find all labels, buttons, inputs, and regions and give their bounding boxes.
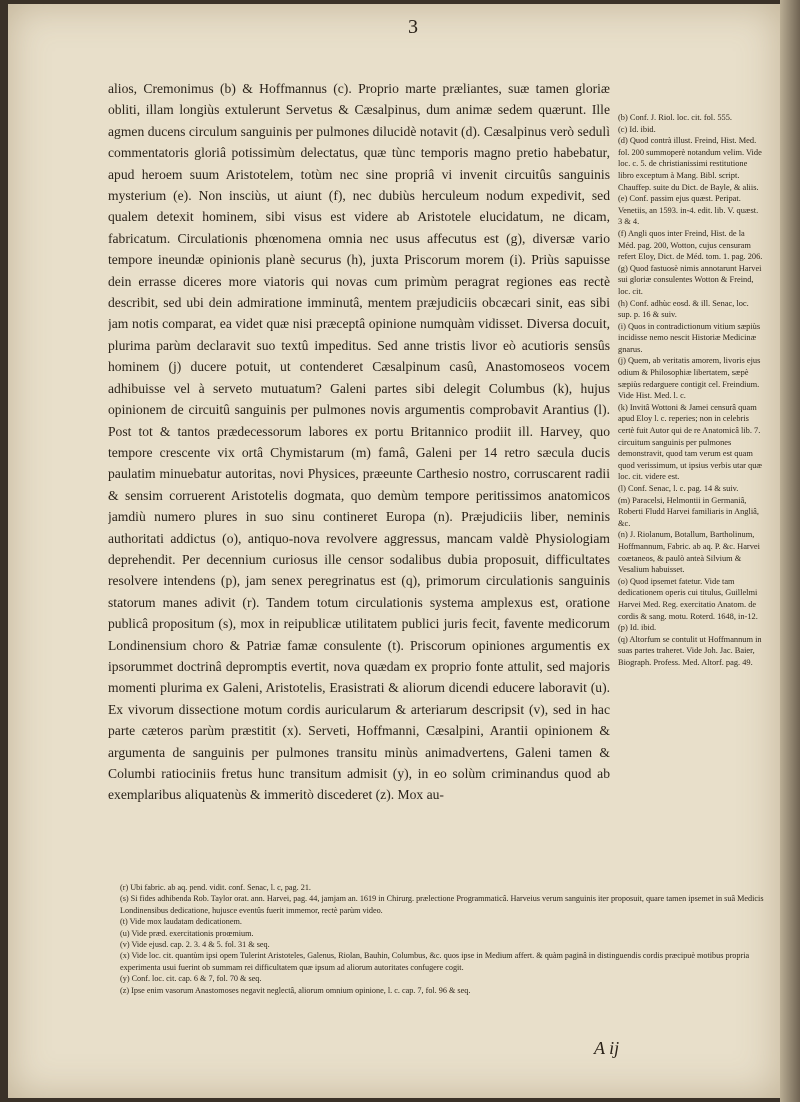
footnotes <box>120 882 766 996</box>
side-note: (d) Quod contrà illust. Freind, Hist. Med. fol. 200 summoperè notandum velim. Vide loc. c. 5. de christianissimi restitutione libro exceptum à Mang. Bibl. script. Chauffep. suite du Dict. de Bayle, & aliis. <box>618 136 762 192</box>
side-note: (f) Angli quos inter Freind, Hist. de la Méd. pag. 200, Wotton, cujus censuram refert Eloy, Dict. de Méd. tom. 1. pag. 206. <box>618 228 763 262</box>
side-note: (c) Id. ibid. <box>618 124 656 134</box>
footnote: (z) Ipse enim vasorum Anastomoses negavit neglectâ, aliorum omnium opinione, l. c. cap. 7, fol. 96 & seq. <box>120 985 471 995</box>
page-edge <box>780 0 800 1102</box>
side-note: (n) J. Riolanum, Botallum, Bartholinum, Hoffmannum, Fabric. ab aq. P. &c. Harvei coætaneos, & paulò anteà Silvium & Vesalium habuisset. <box>618 530 760 575</box>
footnote: (u) Vide præd. exercitationis proœmium. <box>120 928 254 938</box>
side-note: (e) Conf. passim ejus quæst. Peripat. Venetiis, an 1593. in-4. edit. lib. V. quæst. 3 & 4. <box>618 194 759 227</box>
signature-mark: A ij <box>594 1038 620 1058</box>
main-text-column <box>108 78 610 878</box>
side-note: (h) Conf. adhùc eosd. & ill. Senac, loc. sup. p. 16 & suiv. <box>618 298 749 320</box>
side-note: (o) Quod ipsemet fatetur. Vide tam dedicationem operis cui titulus, Guillelmi Harvei Med. Reg. exercitatio Anatom. de cordis & sang. motu. Roterd. 1648, in-12. <box>618 576 758 621</box>
footnote: (v) Vide ejusd. cap. 2. 3. 4 & 5. fol. 31 & seq. <box>120 940 270 950</box>
side-note: (p) Id. ibid. <box>618 623 657 633</box>
side-note: (m) Paracelsi, Helmontii in Germaniâ, Roberti Fludd Harvei familiaris in Angliâ, &c. <box>618 495 759 528</box>
side-note: (k) Invitâ Wottoni & Jamei censurâ quam apud Eloy l. c. reperies; non in celebris certè fuit Autor qui de re Anatomicâ lib. 7. circuitum sanguinis per pulmones demonstravit, quod tam verum est quam quod verissimum, ut ipsius verbis utar quæ loc. cit. videre est. <box>618 402 762 482</box>
footnote: (t) Vide mox laudatam dedicationem. <box>120 917 242 927</box>
side-note: (b) Conf. J. Riol. loc. cit. fol. 555. <box>618 113 732 122</box>
footnote: (x) Vide loc. cit. quantùm ipsi opem Tulerint Aristoteles, Galenus, Riolan, Bauhin, Columbus, &c. quos ipse in Medium affert. & quàm paginâ in distinguendis cordis præcipuè motibus propria experimenta usui fuerint ob summam rei difficultatem quæ ipsum ad aliorum autoritates confugere cogit. <box>120 951 750 972</box>
page-number: 3 <box>408 16 418 38</box>
marginal-notes <box>618 112 764 882</box>
footnote: (s) Si fides adhibenda Rob. Taylor orat. ann. Harvei, pag. 44, jamjam an. 1619 in Chirurg. prælectione Programmaticâ. Harveius verum sanguinis iter proposuit, quare tamen ipsemet in suâ Medicis Londinensibus dedicatione, hujusce eventûs fuerit immemor, rectè parùm video. <box>120 894 764 915</box>
footnote: (r) Ubi fabric. ab aq. pend. vidit. conf. Senac, l. c, pag. 21. <box>120 883 311 892</box>
side-note: (g) Quod fastuosè nimis annotarunt Harvei sui gloriæ consulentes Wotton & Freind, loc. cit. <box>618 263 762 296</box>
side-note: (l) Conf. Senac, l. c. pag. 14 & suiv. <box>618 484 739 493</box>
side-note: (q) Altorfum se contulit ut Hoffmannum in suas partes traheret. Vide Joh. Jac. Baier, Biograph. Profess. Med. Altorf. pag. 49. <box>618 634 762 667</box>
book-page <box>8 4 780 1098</box>
footnote: (y) Conf. loc. cit. cap. 6 & 7, fol. 70 & seq. <box>120 974 262 984</box>
main-paragraph: alios, Cremonimus (b) & Hoffmannus (c). Proprio marte præliantes, suæ tamen gloriæ obliti, illam longiùs extulerunt Servetus & Cæsalpinus, dum animæ sedem quærunt. Ille agmen ducens circulum sanguinis per pulmones dilucidè notavit (d). Cæsalpinus verò sedulì commentatoris gloriâ potissimùm delectatus, quæ tùnc temporis magno pretio habebatur, apud heroem suum Aristotelem, totùm nec sine propriâ vi invenit circuitûs sanguinis mysterium (e). Non insciùs, ut aiunt (f), nec dubiùs herculeum nodum expedivit, sed qualem detexit hominem, sibi visus est videre ab Aristotele elucidatum, ne dicam, fabricatum. Circulationis phœnomena omnia nec usus affecutus est (g), diversæ vario tempore ineundæ opinionis planè securus (h), juxta Priscorum morem (i). Priùs sapuisse dein errasse diceres more viatoris qui novas cum primùm peragrat regiones eas rectè describit, sed ubi dein admiratione imminutâ, mentem præjudiciis obcæcari sinit, eas sibi jam notis comparat, ea videt quæ nisi præceptâ opinione numquàm vidisset. Diversa docuit, plurima parùm declaravit suo textû impeditus. Sed anne tristis livor eò acutioris sensûs hominem (j) ducere potuit, ut contenderet Cæsalpinum casû, Anastomoseos vocem adhibuisse vel à serveto mutuatum? Galeni partes sibi delegit Columbus (k), hujus opinionem de circuitû sanguinis per pulmones novis argumentis comprobavit Arantius (l). Post tot & tantos prædecessorum labores ex portu Britannico prodiit ill. Harvey, quo tempore crescente vix ortâ Chymistarum (m) famâ, Galeni per 14 retro sæcula ducis paulatim minuebatur autoritas, novi Physices, præeunte Carthesio nostro, corruscarent radii & sensim corruerent Aristotelis dogmata, quo demùm tempore peritissimos anatomicos jamdiù numero plures in suo sinu contineret Europa (n). Præjudiciis liber, neminis authoritati addictus (o), antiquo-nova revolvere aggressus, mancam valdè Physiologiam deprehendit. Per decennium curiosus ille censor sodalibus dubia proposuit, difficultates resolvere intendens (p), jam senex peregrinatus est (q), primorum circulationis sanguinis statorum manes adivit (r). Tandem totum circulationis systema amplexus est, oratione publicâ propositum (s), mox in reipublicæ utilitatem publici juris fecit, favente medicorum Londinensium choro & Patriæ famæ consulente (t). Priscorum opiniones argumentis ex ipsorummet doctrinâ depromptis evertit, nova quædam ex proprio fonte attulit, sed majoris momenti plurima ex Galeni, Aristotelis, Erasistrati & aliorum dicendi educere laboravit (u). Ex vivorum dissectione motum cordis auricularum & arteriarum descripsit (v), sed in hac parte cæteros parùm præstitit (x). Serveti, Hoffmanni, Cæsalpini, Arantii opinionem & argumenta de sanguinis per pulmones transitu minùs animadvertens, Galeni tamen & Columbi ratiociniis fretus hunc transitum admisit (y), in eo solùm criminandus quod ab exemplaribus aliquatenùs & immeritò discederet (z). Mox au- <box>108 81 610 803</box>
side-note: (i) Quos in contradictionum vitium sæpiùs incidisse nemo nescit Historiæ Medicinæ gnarus. <box>618 321 761 354</box>
side-note: (j) Quem, ab veritatis amorem, livoris ejus odium & Philosophiæ libertatem, sæpè sæpiùs redarguere contigit cel. Freindium. Vide Hist. Med. l. c. <box>618 356 761 401</box>
